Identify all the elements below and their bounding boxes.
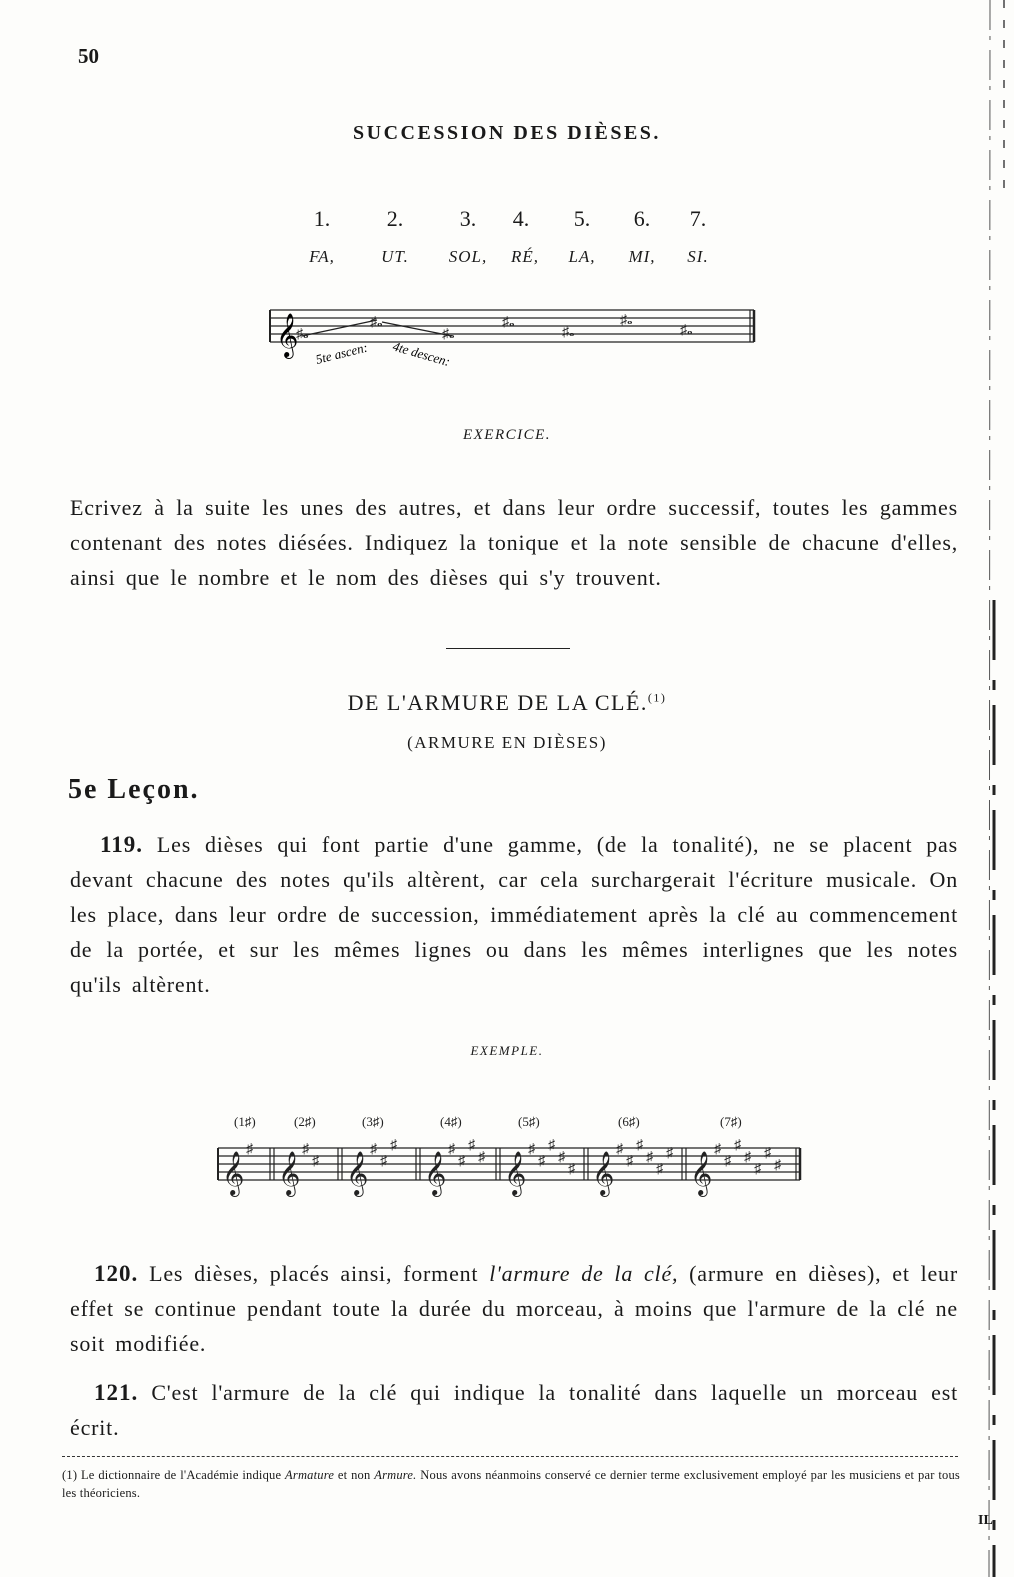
paragraph-119: [70, 827, 958, 1002]
sharp-icon: ♯: [528, 1142, 535, 1157]
armure-subtitle: (ARMURE EN DIÈSES): [407, 733, 607, 752]
exercise-heading: EXERCICE.: [462, 427, 552, 443]
treble-clef-icon: 𝄞: [504, 1153, 527, 1195]
sharp-icon: ♯: [744, 1150, 751, 1165]
footnote-mark: (1): [62, 1468, 78, 1482]
treble-clef-icon: 𝄞: [346, 1153, 369, 1195]
sharp-icon: ♯: [312, 1154, 319, 1169]
sharp-icon: ♯: [538, 1154, 545, 1169]
ascending-fifth-label: 5te ascen:: [314, 339, 370, 367]
sharp-icon: ♯: [734, 1138, 741, 1153]
sharp-name: FA,: [309, 247, 335, 266]
sharp-icon: ♯: [478, 1150, 485, 1165]
section-title: SUCCESSION DES DIÈSES.: [353, 122, 661, 144]
sharp-icon: ♯: [380, 1154, 387, 1169]
sharp-icon: ♯: [302, 1142, 309, 1157]
sharp-name: SOL,: [448, 247, 488, 266]
treble-clef-icon: 𝄞: [278, 1153, 301, 1195]
treble-clef-icon: 𝄞: [424, 1153, 447, 1195]
paragraph-italic-term: l'armure de la clé,: [489, 1261, 679, 1286]
key-label: (3♯): [362, 1114, 384, 1129]
key-label: (6♯): [618, 1114, 640, 1129]
sharp-number: 4.: [512, 206, 530, 231]
sharp-name: LA,: [568, 247, 596, 266]
sharp-number: 6.: [633, 206, 651, 231]
exercise-text: Ecrivez à la suite les unes des autres, et dans leur ordre successif, toutes les gammes contenant des notes diésées. Indiquez la tonique et la note sensible de chacune d'elles, ainsi que le nombre et le nom des dièses qui s'y trouvent.: [70, 495, 958, 590]
paragraph-number: 119.: [100, 832, 143, 857]
sharp-number: 3.: [459, 206, 477, 231]
sharp-number: 5.: [573, 206, 591, 231]
sharp-icon: ♯: [390, 1138, 397, 1153]
note-ut-sharp: ♯𝅝: [370, 315, 383, 330]
sharp-number: 1.: [313, 206, 331, 231]
note-re-sharp: ♯𝅝: [502, 315, 515, 330]
sharp-name: SI.: [687, 247, 709, 266]
note-sol-sharp: ♯𝅝: [442, 327, 455, 342]
page-number: 50: [78, 44, 99, 68]
key-label: (2♯): [294, 1114, 316, 1129]
note-mi-sharp: ♯𝅝: [620, 313, 633, 328]
sharp-name: MI,: [628, 247, 656, 266]
footnote-text: Le dictionnaire de l'Académie indique: [80, 1468, 282, 1482]
paragraph-text: C'est l'armure de la clé qui indique la tonalité dans laquelle un morceau est écrit.: [70, 1380, 958, 1440]
treble-clef-icon: 𝄞: [592, 1153, 615, 1195]
footnote-text: Nous avons néanmoins conservé ce dernier terme exclusivement employé par les musiciens et par tous les théoriciens.: [62, 1468, 960, 1500]
paragraph-text: Les dièses, placés ainsi, forment: [149, 1261, 479, 1286]
sharp-icon: ♯: [448, 1142, 455, 1157]
sharp-icon: ♯: [548, 1138, 555, 1153]
sharp-icon: ♯: [754, 1162, 761, 1177]
key-label: (1♯): [234, 1114, 256, 1129]
footnote-divider: [62, 1456, 958, 1457]
paragraph-number: 121.: [94, 1380, 139, 1405]
example-heading: EXEMPLE.: [470, 1043, 544, 1058]
sharp-icon: ♯: [468, 1138, 475, 1153]
sharp-icon: ♯: [714, 1142, 721, 1157]
lesson-heading: 5e Leçon.: [68, 774, 200, 805]
sharp-name: UT.: [381, 247, 409, 266]
note-si-sharp: ♯𝅝: [680, 323, 693, 338]
sharp-icon: ♯: [616, 1142, 623, 1157]
footnote-text: et non: [337, 1468, 371, 1482]
sharp-name: RÉ,: [510, 247, 540, 266]
sharp-icon: ♯: [666, 1146, 673, 1161]
sharp-succession-staff: [262, 296, 762, 376]
paragraph-121: [70, 1375, 958, 1445]
sharp-icon: ♯: [558, 1150, 565, 1165]
key-label: (5♯): [518, 1114, 540, 1129]
sharp-icon: ♯: [458, 1154, 465, 1169]
key-label: (7♯): [720, 1114, 742, 1129]
sharp-icon: ♯: [626, 1154, 633, 1169]
sharp-icon: ♯: [636, 1138, 643, 1153]
key-signature-staff: [212, 1108, 804, 1198]
footnote-italic: Armature: [285, 1468, 335, 1482]
footnote: [62, 1466, 960, 1502]
section-divider: [446, 648, 570, 649]
sharp-icon: ♯: [656, 1162, 663, 1177]
treble-clef-icon: 𝄞: [690, 1153, 713, 1195]
key-label: (4♯): [440, 1114, 462, 1129]
descending-fourth-label: 4te descen:: [391, 338, 452, 370]
scan-edge-shadow: [980, 0, 1014, 1577]
sharp-icon: ♯: [370, 1142, 377, 1157]
note-la-sharp: ♯𝅝: [562, 325, 575, 340]
sharp-icon: ♯: [724, 1154, 731, 1169]
armure-title: [0, 690, 1014, 716]
paragraph-text: Les dièses qui font partie d'une gamme, (de la tonalité), ne se placent pas devant chacune des notes qu'ils altèrent, car cela surchargerait l'écriture musicale. On les place, dans leur ordre de succession, immédiatement après la clé au commencement de la portée, et sur les mêmes lignes ou dans les mêmes interlignes que les notes qu'ils altèrent.: [70, 832, 958, 997]
paragraph-text: (armure en dièses), et leur effet se continue pendant toute la durée du morceau, à moins que l'armure de la clé ne soit modifiée.: [70, 1261, 958, 1356]
sharp-number: 7.: [689, 206, 707, 231]
footnote-italic: Armure.: [374, 1468, 417, 1482]
paragraph-120: [70, 1256, 958, 1361]
sharp-icon: ♯: [764, 1146, 771, 1161]
note-fa-sharp: ♯𝅝: [296, 327, 309, 342]
paragraph-number: 120.: [94, 1261, 139, 1286]
sharp-icon: ♯: [246, 1142, 253, 1157]
sharp-icon: ♯: [568, 1162, 575, 1177]
armure-title-text: DE L'ARMURE DE LA CLÉ.: [347, 690, 648, 715]
treble-clef-icon: 𝄞: [222, 1153, 245, 1195]
edge-fragment-text: IL: [978, 1513, 993, 1528]
sharp-icon: ♯: [774, 1158, 781, 1173]
sharp-icon: ♯: [646, 1150, 653, 1165]
treble-clef-icon: 𝄞: [276, 315, 299, 357]
footnote-reference: (1): [647, 690, 667, 705]
sharp-number: 2.: [386, 206, 404, 231]
